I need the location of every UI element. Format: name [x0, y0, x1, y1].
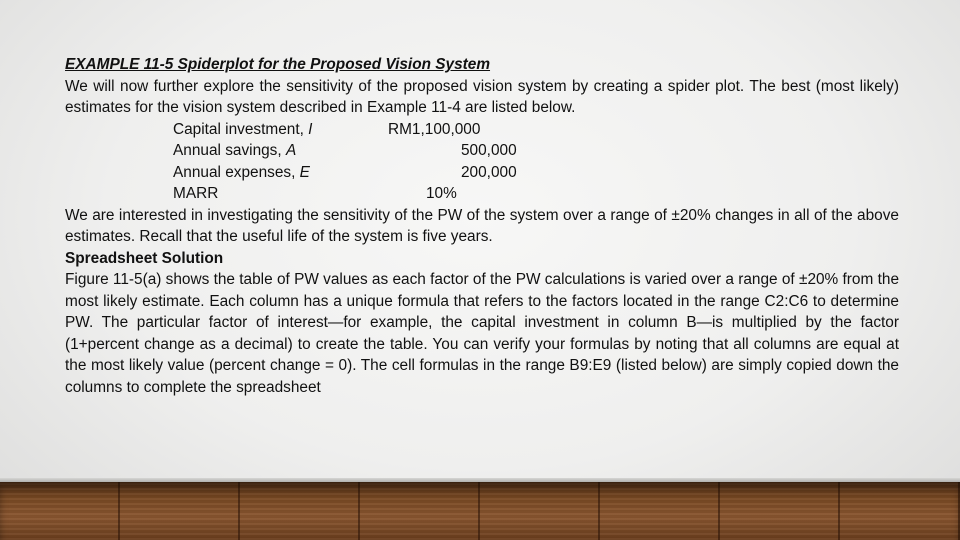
estimate-row-savings [65, 140, 899, 162]
solution-paragraph: Figure 11-5(a) shows the table of PW values as each factor of the PW calculations is varied over a range of ±20% from the most likely estimate. Each column has a unique formula that refers to the factors located in the range C2:C6 to determine PW. The particular factor of interest—for example, the capital investment in column B—is multiplied by the factor (1+percent change as a decimal) to create the table. You can verify your formulas by noting that all columns are equal at the most likely value (percent change = 0). The cell formulas in the range B9:E9 (listed below) are simply copied down the columns to complete the spreadsheet [65, 271, 899, 396]
wood-floor [0, 482, 960, 540]
estimate-value: RM1,100,000 [388, 120, 481, 138]
estimate-value: 200,000 [461, 163, 517, 181]
estimate-value: 10% [426, 185, 457, 202]
estimate-value: 500,000 [461, 142, 517, 159]
estimate-row-marr [65, 183, 899, 205]
estimate-row-expenses [65, 162, 899, 184]
estimate-label: Annual expenses, E [173, 163, 310, 181]
slide-content [65, 54, 899, 398]
estimate-label: MARR [173, 185, 219, 202]
estimate-label: Capital investment, I [173, 120, 313, 138]
estimate-label: Annual savings, A [173, 142, 297, 159]
estimate-row-capital [65, 119, 899, 141]
solution-heading: Spreadsheet Solution [65, 249, 224, 267]
intro-paragraph: We will now further explore the sensitivity of the proposed vision system by creating a spider plot. The best (most likely) estimates for the vision system described in Example 11-4 are listed below. [65, 77, 899, 116]
interest-paragraph: We are interested in investigating the sensitivity of the PW of the system over a range of ±20% changes in all of the above estimates. Recall that the useful life of the system is five years. [65, 206, 899, 245]
example-title: EXAMPLE 11-5 Spiderplot for the Proposed Vision System [65, 56, 491, 73]
